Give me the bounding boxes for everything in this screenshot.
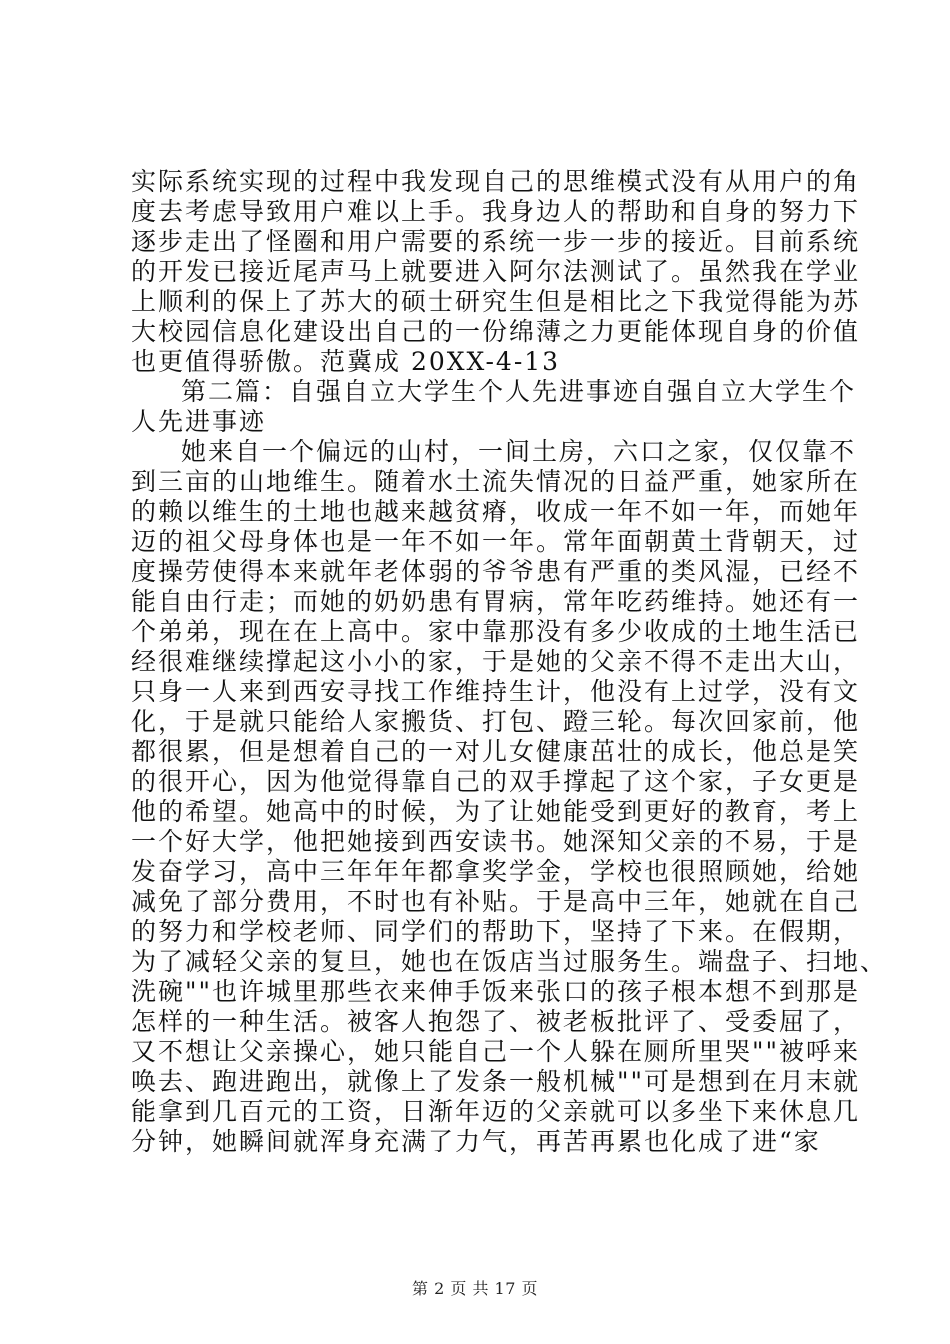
- text-line: 的努力和学校老师、同学们的帮助下，坚持了下来。在假期，: [131, 917, 861, 946]
- text-line: 怎样的一种生活。被客人抱怨了、被老板批评了、受委屈了，: [131, 1007, 861, 1036]
- text-line: 大校园信息化建设出自己的一份绵薄之力更能体现自身的价值: [131, 317, 861, 346]
- text-line: 为了减轻父亲的复旦，她也在饭店当过服务生。端盘子、扫地、: [131, 947, 888, 976]
- text-line: 能拿到几百元的工资，日渐年迈的父亲就可以多坐下来休息几: [131, 1097, 861, 1126]
- text-line: 的赖以维生的土地也越来越贫瘠，收成一年不如一年，而她年: [131, 497, 861, 526]
- text-line: 减免了部分费用，不时也有补贴。于是高中三年，她就在自己: [131, 887, 861, 916]
- paragraph-start: 她来自一个偏远的山村，一间土房，六口之家，仅仅靠不: [181, 437, 857, 466]
- text-line: 能自由行走；而她的奶奶患有胃病，常年吃药维持。她还有一: [131, 587, 861, 616]
- text-line: 的很开心，因为他觉得靠自己的双手撑起了这个家，子女更是: [131, 767, 861, 796]
- text-line: 逐步走出了怪圈和用户需要的系统一步一步的接近。目前系统: [131, 227, 861, 256]
- text-line: 他的希望。她高中的时候，为了让她能受到更好的教育，考上: [131, 797, 861, 826]
- text-line: 到三亩的山地维生。随着水土流失情况的日益严重，她家所在: [131, 467, 861, 496]
- text-line: 一个好大学，他把她接到西安读书。她深知父亲的不易，于是: [131, 827, 861, 856]
- text-line: 个弟弟，现在在上高中。家中靠那没有多少收成的土地生活已: [131, 617, 861, 646]
- text-line: 度操劳使得本来就年老体弱的爷爷患有严重的类风湿，已经不: [131, 557, 861, 586]
- body-text: [131, 167, 888, 1157]
- text-line: 唤去、跑进跑出，就像上了发条一般机械""可是想到在月末就: [131, 1067, 861, 1096]
- text-line: 化，于是就只能给人家搬货、打包、蹬三轮。每次回家前，他: [131, 707, 861, 736]
- page-number-footer: 第 2 页 共 17 页: [412, 1279, 538, 1298]
- text-line: 的开发已接近尾声马上就要进入阿尔法测试了。虽然我在学业: [131, 257, 861, 286]
- text-line: 洗碗""也许城里那些衣来伸手饭来张口的孩子根本想不到那是: [131, 977, 861, 1006]
- text-line: 只身一人来到西安寻找工作维持生计，他没有上过学，没有文: [131, 677, 861, 706]
- text-line: 度去考虑导致用户难以上手。我身边人的帮助和自身的努力下: [131, 197, 861, 226]
- section-heading-cont: 人先进事迹: [131, 407, 267, 436]
- text-line: 实际系统实现的过程中我发现自己的思维模式没有从用户的角: [131, 167, 861, 196]
- text-line: 迈的祖父母身体也是一年不如一年。常年面朝黄土背朝天，过: [131, 527, 861, 556]
- text-line: 上顺利的保上了苏大的硕士研究生但是相比之下我觉得能为苏: [131, 287, 861, 316]
- text-line: 分钟，她瞬间就浑身充满了力气，再苦再累也化成了进“家: [131, 1127, 821, 1156]
- text-line: 都很累，但是想着自己的一对儿女健康茁壮的成长，他总是笑: [131, 737, 861, 766]
- text-line-signature: 也更值得骄傲。范冀成 20XX-4-13: [131, 347, 561, 376]
- text-line: 发奋学习，高中三年年年都拿奖学金，学校也很照顾她，给她: [131, 857, 861, 886]
- section-heading: 第二篇：自强自立大学生个人先进事迹自强自立大学生个: [181, 377, 857, 406]
- text-line: 又不想让父亲操心，她只能自己一个人躲在厕所里哭""被呼来: [131, 1037, 861, 1066]
- text-line: 经很难继续撑起这小小的家，于是她的父亲不得不走出大山，: [131, 647, 861, 676]
